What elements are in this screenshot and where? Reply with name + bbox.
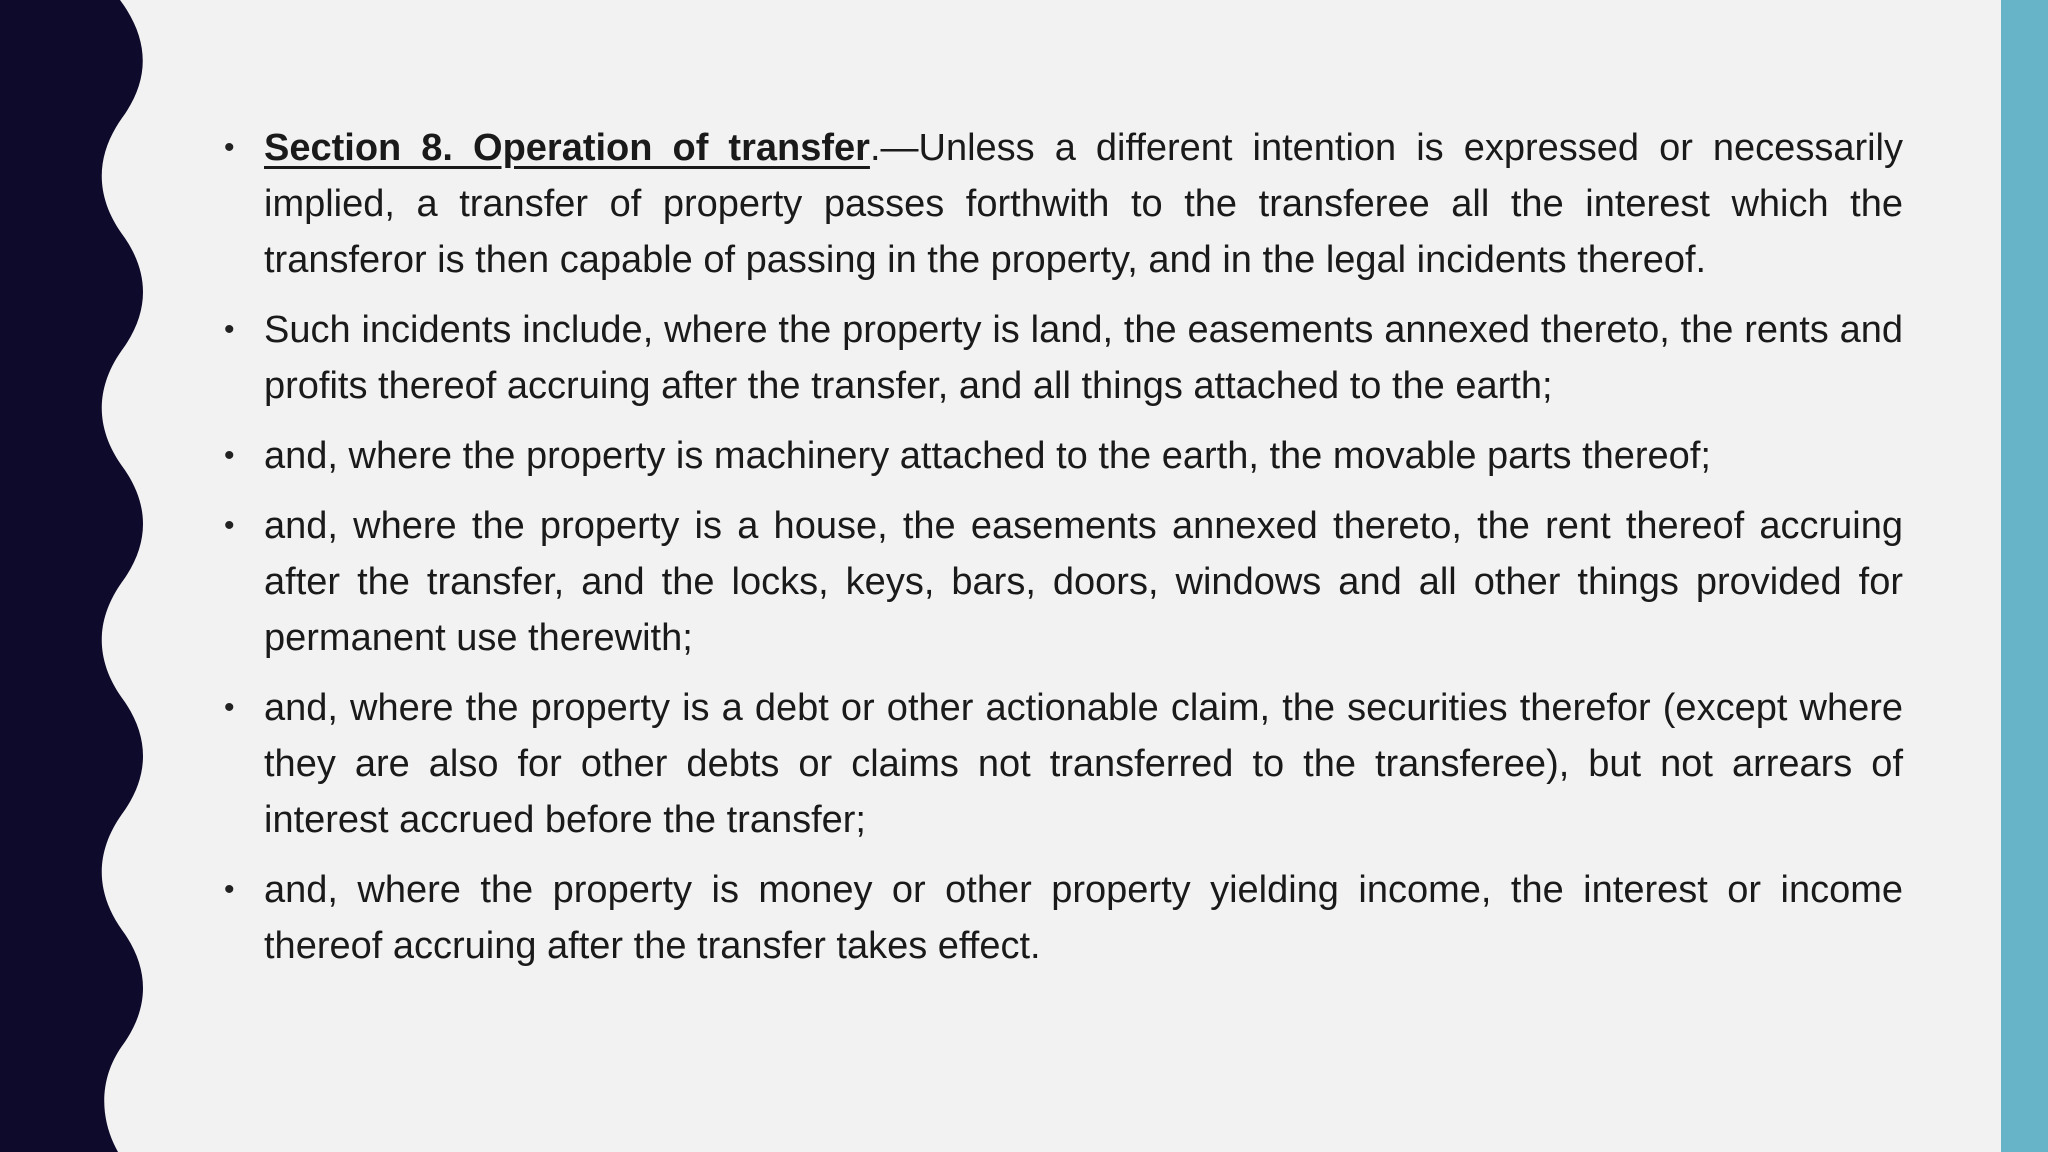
bullet-dot-icon: • bbox=[224, 873, 235, 906]
bullet-text: and, where the property is a house, the easements annexed thereto, the rent thereof accruing after the transfer, and the locks, keys, bars, doors, windows and all other things provided for permanent use therewith; bbox=[264, 505, 1903, 659]
bullet-item bbox=[220, 302, 1903, 414]
bullet-text: and, where the property is machinery attached to the earth, the movable parts thereof; bbox=[264, 435, 1711, 477]
section-heading: Section 8. Operation of transfer bbox=[264, 127, 870, 169]
bullet-item bbox=[220, 862, 1903, 974]
bullet-item bbox=[220, 498, 1903, 666]
bullet-item bbox=[220, 120, 1903, 288]
bullet-dot-icon: • bbox=[224, 691, 235, 724]
bullet-dot-icon: • bbox=[224, 509, 235, 542]
bullet-dot-icon: • bbox=[224, 313, 235, 346]
right-accent-bar bbox=[2001, 0, 2048, 1152]
bullet-list bbox=[220, 120, 1903, 974]
bullet-item bbox=[220, 680, 1903, 848]
left-wave-decoration bbox=[0, 0, 160, 1152]
bullet-dot-icon: • bbox=[224, 439, 235, 472]
slide-body bbox=[220, 120, 1903, 988]
bullet-dot-icon: • bbox=[224, 131, 235, 164]
bullet-text: Such incidents include, where the property is land, the easements annexed thereto, the rents and profits thereof accruing after the transfer, and all things attached to the earth; bbox=[264, 309, 1903, 407]
bullet-text: .—Unless a different intention is expressed or necessarily implied, a transfer of property passes forthwith to the transferee all the interest which the transferor is then capable of passing in the property, and in the legal incidents thereof. bbox=[264, 127, 1903, 281]
bullet-text: and, where the property is money or other property yielding income, the interest or income thereof accruing after the transfer takes effect. bbox=[264, 869, 1903, 967]
bullet-text: and, where the property is a debt or other actionable claim, the securities therefor (except where they are also for other debts or claims not transferred to the transferee), but not arrears of interest accrued before the transfer; bbox=[264, 687, 1903, 841]
bullet-item bbox=[220, 428, 1903, 484]
